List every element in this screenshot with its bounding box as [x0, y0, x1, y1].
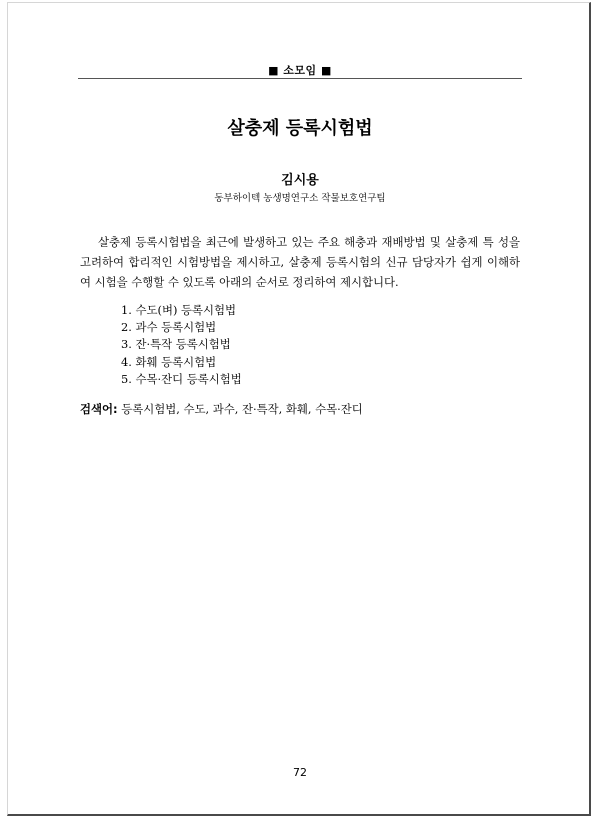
contents-item: 2. 과수 등록시험법	[121, 320, 217, 335]
keywords-label: 검색어:	[80, 402, 118, 416]
keywords-text: 등록시험법, 수도, 과수, 잔·특작, 화훼, 수목·잔디	[121, 402, 363, 416]
page-number: 72	[293, 766, 307, 779]
abstract-line: 살충제 등록시험법을 최근에 발생하고 있는 주요 해충과 재배방법 및 살충제 특	[98, 235, 494, 249]
contents-item: 5. 수목·잔디 등록시험법	[121, 371, 242, 386]
keywords-line	[80, 401, 520, 417]
contents-item: 1. 수도(벼) 등록시험법	[121, 303, 237, 317]
abstract-line: 성을 고려하여 합리적인 시험방법을 제시하고, 살충제 등록시험의 신규 담당자가	[80, 235, 520, 269]
article-title: 살충제 등록시험법	[227, 118, 373, 139]
section-header-label: ■ 소모임 ■	[268, 64, 332, 77]
abstract-line: 쉽게 이해하여 시험을 수행할 수 있도록 아래의 순서로 정리하여 제시합니다.	[80, 255, 521, 289]
contents-list	[121, 302, 242, 388]
author-affiliation: 동부하이텍 농생명연구소 작물보호연구팀	[214, 193, 386, 204]
author-name: 김시용	[281, 173, 319, 188]
contents-item: 4. 화훼 등록시험법	[121, 354, 217, 369]
contents-item: 3. 잔·특작 등록시험법	[121, 337, 231, 352]
abstract-paragraph	[80, 232, 520, 292]
header-divider	[78, 78, 522, 79]
